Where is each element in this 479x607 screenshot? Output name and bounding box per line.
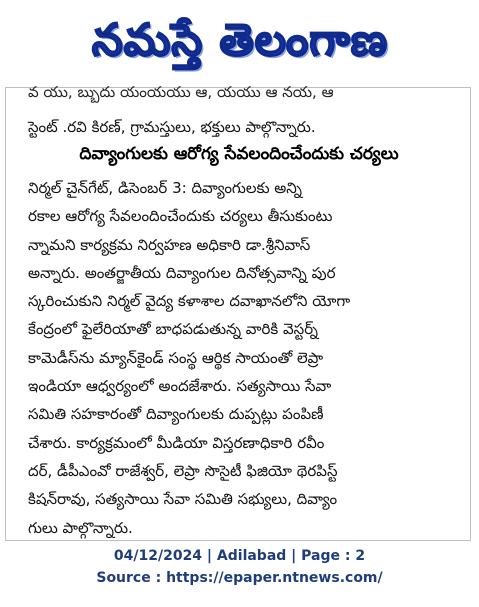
article-line: రకాల ఆరోగ్య సేవలందించేందుకు చర్యలు తీసుకుంటు — [28, 207, 333, 226]
article-line: గులు పాల్గొన్నారు. — [28, 518, 133, 537]
article-body — [28, 174, 458, 542]
article-line: సమితి సహకారంతో దివ్యాంగులకు దుప్పట్లు పంపిణీ — [28, 405, 324, 424]
source-footer — [0, 545, 479, 589]
cut-text: వ యు, బ్బుదు యంయయు ఆ, యయు ఆ నయ, ఆ — [28, 83, 334, 101]
cut-text-line — [28, 83, 458, 101]
edition-info: 04/12/2024 | Adilabad | Page : 2 — [113, 548, 366, 564]
article-line: కామెడీస్‌ను మ్యాన్‌కైండ్ సంస్థ ఆర్థిక సాయంతో లెప్రా — [28, 348, 324, 367]
article-clipping — [5, 83, 471, 541]
article-line: చేశారు. కార్యక్రమంలో మీడియా విస్తరణాధికారి రవీం — [28, 433, 325, 452]
article-headline: దివ్యాంగులకు ఆరోగ్య సేవలందించేందుకు చర్యలు — [79, 144, 399, 164]
masthead-logo — [40, 6, 440, 76]
masthead-title: నమస్తే తెలంగాణ — [91, 15, 389, 66]
article-line: కిషన్‌రావు, సత్యసాయి సేవా సమితి సభ్యులు, దివ్యాం — [28, 490, 338, 509]
article-line: నిర్మల్ చైన్‌గేట్, డిసెంబర్ 3: దివ్యాంగులకు అన్ని — [28, 179, 302, 197]
article-line: అన్నారు. అంతర్జాతీయ దివ్యాంగుల దినోత్సవాన్ని పుర — [28, 263, 336, 282]
article-line: దర్, డీపీఎంవో రాజేశ్వర్, లెప్రా సొసైటీ ఫిజియో థెరపిస్ట్ — [28, 461, 338, 480]
article-line: ఇండియా ఆధ్వర్యంలో అందజేశారు. సత్యసాయి సేవా — [28, 377, 332, 396]
article-line: న్నామని కార్యక్రమ నిర్వహణ అధికారి డా.శ్రీనివాస్ — [28, 235, 311, 254]
source-url: Source : https://epaper.ntnews.com/ — [96, 570, 383, 586]
article-line: స్కరించుకుని నిర్మల్ వైద్య కళాశాల దవాఖానలోని యోగా — [28, 292, 351, 311]
previous-article-line: స్టెంట్ .రవి కిరణ్, గ్రామస్తులు, భక్తులు పాల్గొన్నారు. — [28, 118, 316, 136]
article-line: కేంద్రంలో ఫైలేరియాతో బాధపడుతున్న వారికి వెస్టర్న్ — [28, 320, 318, 339]
